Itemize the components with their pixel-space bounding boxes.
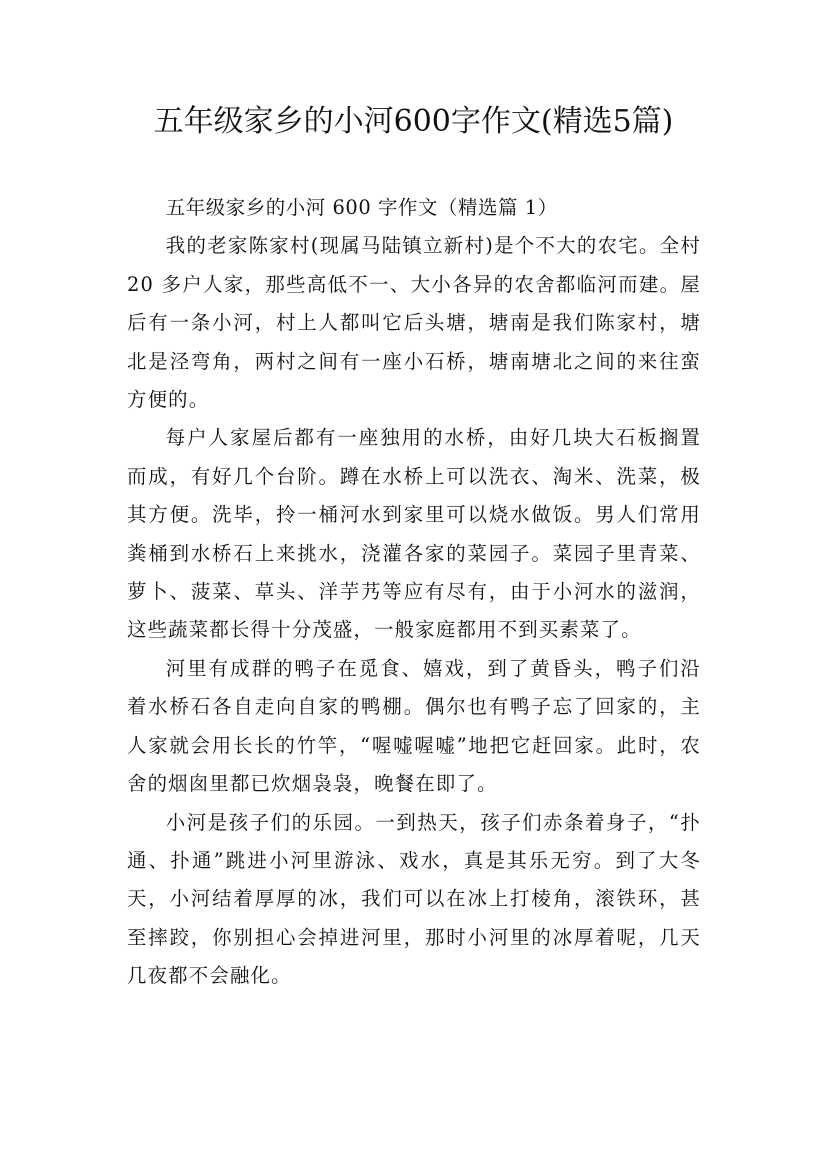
paragraph-3: 河里有成群的鸭子在觅食、嬉戏，到了黄昏头，鸭子们沿着水桥石各自走向自家的鸭棚。偶尔也有鸭子忘了回家的，主人家就会用长长的竹竿，“喔嘘喔嘘”地把它赶回家。此时，农舍的烟囱里都已炊烟袅袅，晚餐在即了。 — [127, 656, 701, 796]
paragraph-4: 小河是孩子们的乐园。一到热天，孩子们赤条着身子，“扑通、扑通”跳进小河里游泳、戏水，真是其乐无穷。到了大冬天，小河结着厚厚的冰，我们可以在冰上打棱角，滚铁环，甚至摔跤，你别担心会掉进河里，那时小河里的冰厚着呢，几天几夜都不会融化。 — [127, 810, 701, 988]
paragraph-1: 我的老家陈家村(现属马陆镇立新村)是个不大的农宅。全村 20 多户人家，那些高低不一、大小各异的农舍都临河而建。屋后有一条小河，村上人都叫它后头塘，塘南是我们陈家村，塘北是泾弯角，两村之间有一座小石桥，塘南塘北之间的来往蛮方便的。 — [127, 234, 701, 412]
document-body — [127, 189, 701, 996]
document-title: 五年级家乡的小河600字作文(精选5篇) — [153, 104, 674, 139]
section-heading: 五年级家乡的小河 600 字作文（精选篇 1） — [165, 196, 558, 219]
paragraph-2: 每户人家屋后都有一座独用的水桥，由好几块大石板搁置而成，有好几个台阶。蹲在水桥上可以洗衣、淘米、洗菜，极其方便。洗毕，拎一桶河水到家里可以烧水做饭。男人们常用粪桶到水桥石上来挑水，浇灌各家的菜园子。菜园子里青菜、萝卜、菠菜、草头、洋芋艿等应有尽有，由于小河水的滋润，这些蔬菜都长得十分茂盛，一般家庭都用不到买素菜了。 — [127, 426, 701, 642]
